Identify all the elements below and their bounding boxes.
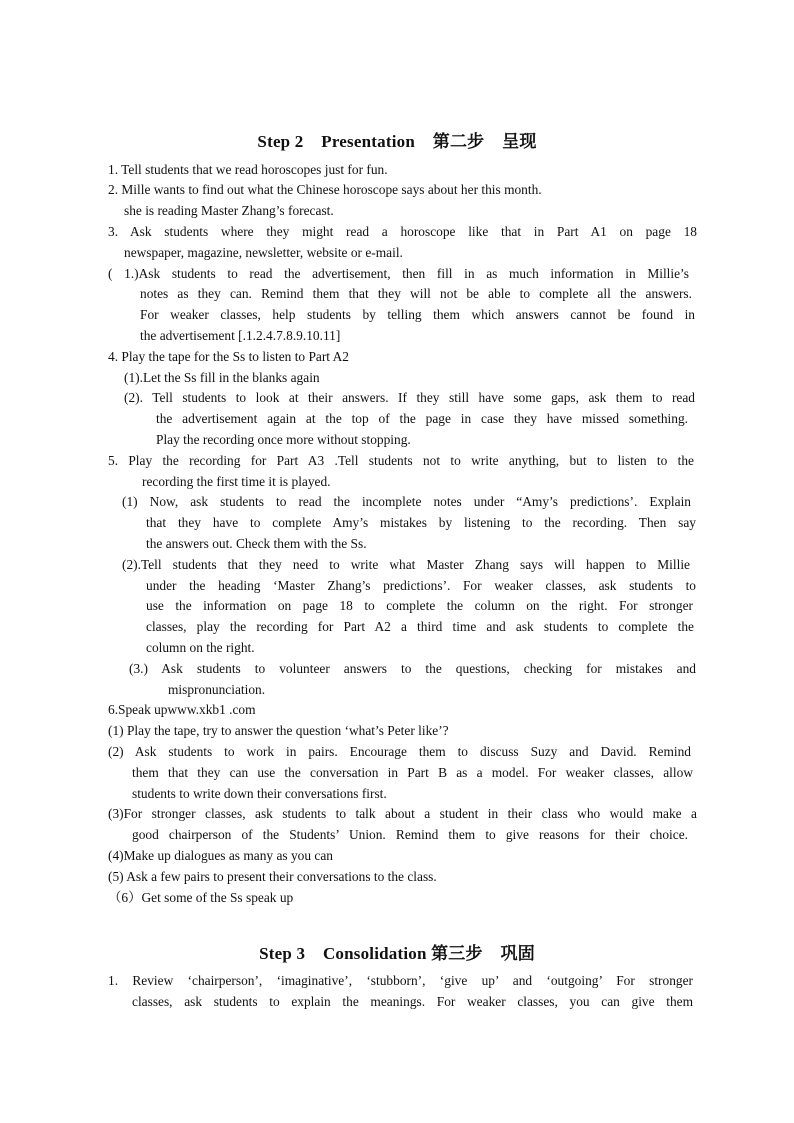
text-line: (5) Ask a few pairs to present their conversations to the class.	[108, 869, 437, 884]
text-line: 4. Play the tape for the Ss to listen to Part A2	[108, 349, 350, 364]
text-line: classes, ask students to explain the meanings. For weaker classes, you can give them	[132, 994, 693, 1009]
text-line: students to write down their conversations first.	[132, 786, 387, 801]
text-line: 1. Tell students that we read horoscopes just for fun.	[108, 162, 388, 177]
text-line: For weaker classes, help students by telling them which answers cannot be found in	[140, 307, 695, 322]
text-line: （6）Get some of the Ss speak up	[108, 890, 294, 905]
text-line: column on the right.	[146, 640, 255, 655]
text-line: them that they can use the conversation in Part B as a model. For weaker classes, allow	[132, 765, 693, 780]
text-line: good chairperson of the Students’ Union. Remind them to give reasons for their choice.	[132, 827, 688, 842]
step3-heading: Step 3 Consolidation 第三步 巩固	[259, 944, 535, 963]
text-line: 5. Play the recording for Part A3 .Tell students not to write anything, but to listen to the	[108, 453, 694, 468]
text-line: the advertisement again at the top of the page in case they have missed something.	[156, 411, 688, 426]
text-line: (1) Play the tape, try to answer the question ‘what’s Peter like’?	[108, 723, 449, 738]
text-line: that they have to complete Amy’s mistakes by listening to the recording. Then say	[146, 515, 696, 530]
text-line: 6.Speak upwww.xkb1 .com	[108, 702, 256, 717]
text-line: the answers out. Check them with the Ss.	[146, 536, 367, 551]
text-line: 1. Review ‘chairperson’, ‘imaginative’, ‘stubborn’, ‘give up’ and ‘outgoing’ For stronger	[108, 973, 693, 988]
text-line: classes, play the recording for Part A2 a third time and ask students to complete the	[146, 619, 694, 634]
text-line: 3. Ask students where they might read a horoscope like that in Part A1 on page 18	[108, 224, 697, 239]
text-line: the advertisement [.1.2.4.7.8.9.10.11]	[140, 328, 341, 343]
text-line: (2).Tell students that they need to write what Master Zhang says will happen to Millie	[122, 557, 690, 572]
text-line: (2) Ask students to work in pairs. Encourage them to discuss Suzy and David. Remind	[108, 744, 691, 759]
text-line: (1).Let the Ss fill in the blanks again	[124, 370, 320, 385]
text-line: (2). Tell students to look at their answers. If they still have some gaps, ask them to read	[124, 390, 695, 405]
text-line: use the information on page 18 to complete the column on the right. For stronger	[146, 598, 693, 613]
text-line: notes as they can. Remind them that they will not be able to complete all the answers.	[140, 286, 692, 301]
text-line: under the heading ‘Master Zhang’s predictions’. For weaker classes, ask students to	[146, 578, 696, 593]
text-line: (4)Make up dialogues as many as you can	[108, 848, 333, 863]
text-line: newspaper, magazine, newsletter, website or e-mail.	[124, 245, 403, 260]
text-line: (3.) Ask students to volunteer answers to the questions, checking for mistakes and	[129, 661, 696, 676]
text-line: Play the recording once more without stopping.	[156, 432, 411, 447]
step2-heading: Step 2 Presentation 第二步 呈现	[257, 132, 537, 151]
text-line: ( 1.)Ask students to read the advertisement, then fill in as much information in Millie’s	[108, 266, 689, 281]
text-line: she is reading Master Zhang’s forecast.	[124, 203, 334, 218]
text-line: 2. Mille wants to find out what the Chinese horoscope says about her this month.	[108, 182, 542, 197]
text-line: (1) Now, ask students to read the incomplete notes under “Amy’s predictions’. Explain	[122, 494, 691, 509]
text-line: recording the first time it is played.	[142, 474, 331, 489]
text-line: mispronunciation.	[168, 682, 266, 697]
text-line: (3)For stronger classes, ask students to talk about a student in their class who would make a	[108, 806, 697, 821]
